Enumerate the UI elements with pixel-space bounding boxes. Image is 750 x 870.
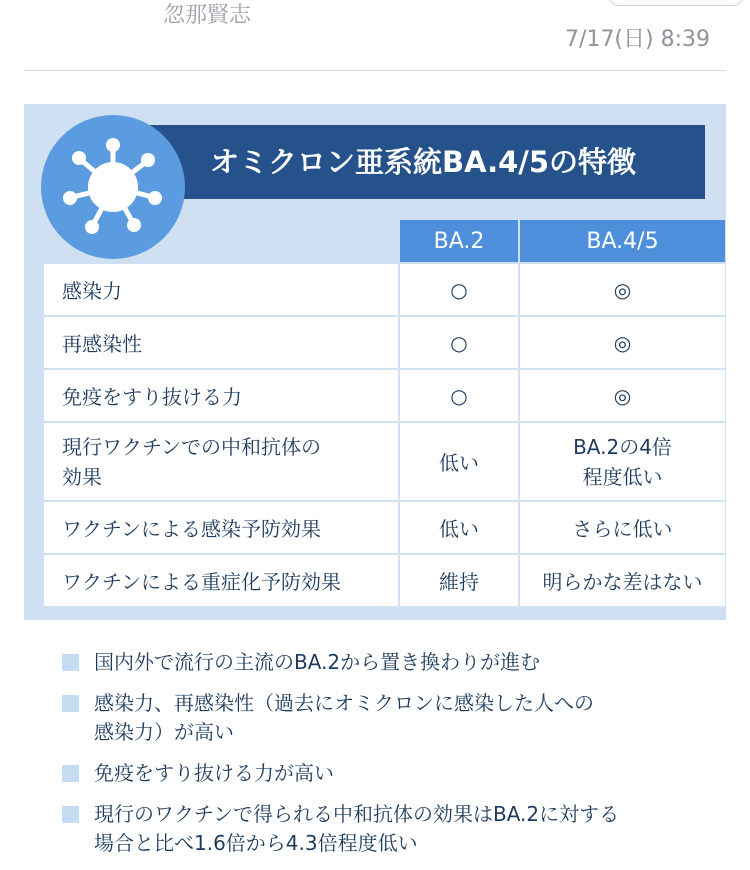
cell-ba45: ◎	[519, 263, 725, 316]
cell-ba45: さらに低い	[519, 501, 725, 554]
list-item-text: 免疫をすり抜ける力が高い	[94, 761, 334, 785]
cell-ba45	[519, 422, 725, 501]
list-item	[62, 759, 722, 788]
table-row	[44, 263, 725, 316]
author-name: 忽那賢志	[163, 3, 252, 28]
cell-ba2: ○	[399, 316, 519, 369]
summary-list	[62, 648, 722, 870]
column-header-ba2: BA.2	[399, 220, 519, 263]
row-label: ワクチンによる重症化予防効果	[44, 554, 399, 606]
list-item-text: 現行のワクチンで得られる中和抗体の効果はBA.2に対する	[94, 802, 620, 826]
table-row	[44, 501, 725, 554]
row-label: 再感染性	[44, 316, 399, 369]
row-label-line: 現行ワクチンでの中和抗体の	[62, 434, 321, 459]
bullet-square-icon	[62, 654, 79, 671]
cell-line: BA.2の4倍	[573, 434, 672, 459]
row-label: 免疫をすり抜ける力	[44, 369, 399, 422]
table-row	[44, 369, 725, 422]
bullet-square-icon	[62, 765, 79, 782]
cell-ba2: 低い	[399, 422, 519, 501]
list-item	[62, 648, 722, 677]
list-item	[62, 689, 722, 747]
list-item-text: 感染力、再感染性（過去にオミクロンに感染した人への	[94, 691, 594, 715]
cell-ba45: ◎	[519, 369, 725, 422]
row-label-line: 効果	[62, 464, 102, 489]
bullet-square-icon	[62, 695, 79, 712]
infographic-title: オミクロン亜系統BA.4/5の特徴	[210, 145, 637, 179]
list-item-text: 場合と比べ1.6倍から4.3倍程度低い	[94, 831, 418, 855]
cell-ba2: 低い	[399, 501, 519, 554]
row-label	[44, 422, 399, 501]
top-right-box[interactable]	[610, 0, 742, 6]
divider	[24, 70, 726, 71]
row-label: ワクチンによる感染予防効果	[44, 501, 399, 554]
cell-ba2: ○	[399, 369, 519, 422]
cell-line: 程度低い	[582, 464, 663, 489]
list-item-text: 感染力）が高い	[94, 720, 234, 744]
post-timestamp: 7/17(日) 8:39	[565, 27, 710, 52]
cell-ba45: ◎	[519, 316, 725, 369]
list-item	[62, 800, 722, 858]
cell-ba45: 明らかな差はない	[519, 554, 725, 606]
column-header-ba45: BA.4/5	[519, 220, 725, 263]
cell-ba2: ○	[399, 263, 519, 316]
table-header-row	[44, 220, 725, 263]
comparison-table	[44, 220, 725, 606]
cell-ba2: 維持	[399, 554, 519, 606]
bullet-square-icon	[62, 806, 79, 823]
table-row	[44, 316, 725, 369]
table-row	[44, 554, 725, 606]
row-label: 感染力	[44, 263, 399, 316]
table-row	[44, 422, 725, 501]
list-item-text: 国内外で流行の主流のBA.2から置き換わりが進む	[94, 650, 541, 674]
table-header-blank	[44, 220, 399, 263]
